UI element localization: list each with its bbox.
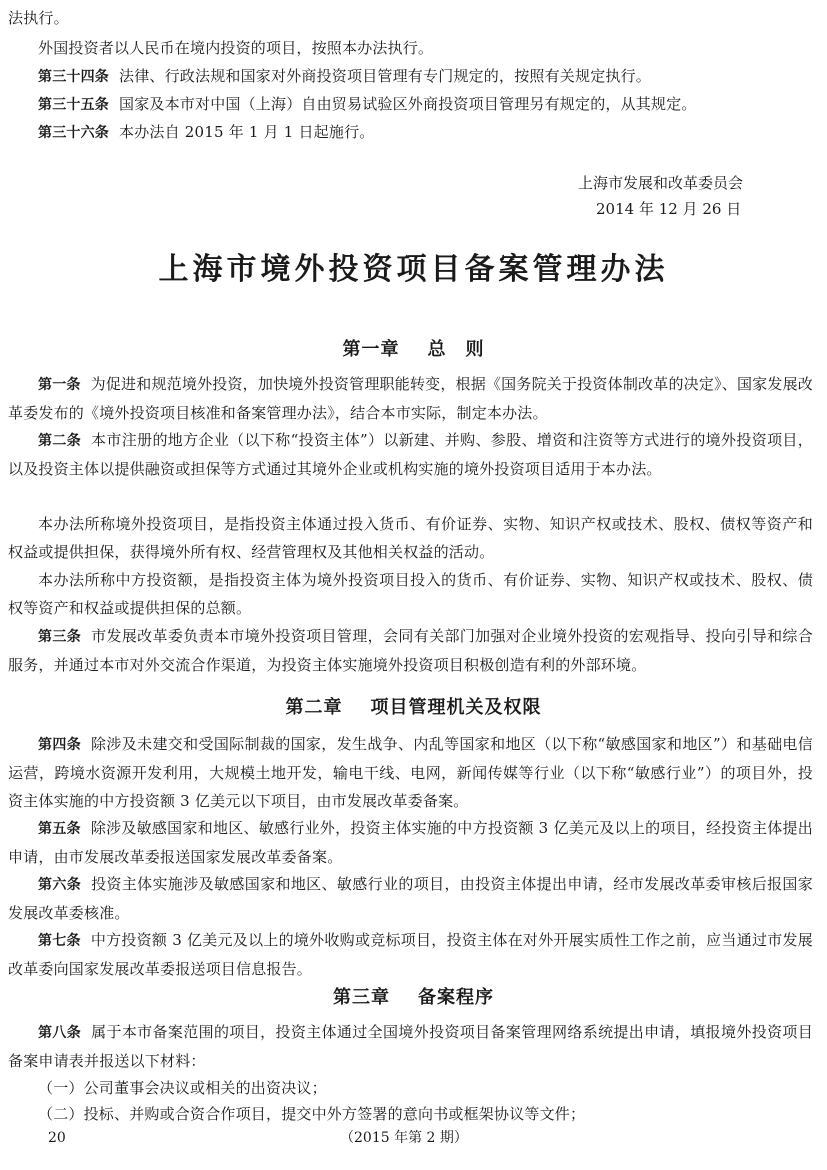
paragraph: 外国投资者以人民币在境内投资的项目，按照本办法执行。: [38, 39, 434, 57]
article-number: 第六条: [38, 877, 82, 893]
article-number: 第七条: [38, 933, 81, 949]
chapter-number: 第二章: [285, 697, 343, 718]
document-title: 上海市境外投资项目备案管理办法: [158, 252, 669, 287]
article-8: [8, 1018, 813, 1075]
list-item: （二）投标、并购或合资合作项目，提交中外方签署的意向书或框架协议等文件；: [38, 1105, 586, 1123]
article-number: 第五条: [38, 821, 81, 837]
article-number: 第一条: [38, 377, 81, 393]
chapter-title: 项目管理机关及权限: [370, 697, 542, 718]
article-text: 为促进和规范境外投资，加快境外投资管理职能转变，根据《国务院关于投资体制改革的决定》、国家发展改革委发布的《境外投资项目核准和备案管理办法》，结合本市实际，制定本办法。: [8, 375, 813, 422]
chapter-heading-2: [0, 694, 827, 722]
article-text: 中方投资额 3 亿美元及以上的境外收购或竞标项目，投资主体在对外开展实质性工作之前，应当通过市发展改革委向国家发展改革委报送项目信息报告。: [8, 931, 813, 978]
article-number: 第二条: [38, 433, 82, 449]
article-number: 第三条: [38, 629, 82, 645]
article-4: [8, 730, 813, 815]
chapter-title: 总 则: [427, 339, 485, 360]
article-text: 本办法自 2015 年 1 月 1 日起施行。: [119, 123, 375, 141]
article-number: 第三十六条: [38, 125, 109, 141]
article-number: 第三十四条: [38, 69, 109, 85]
article-35: [8, 90, 813, 119]
signature-org: 上海市发展和改革委员会: [578, 174, 744, 192]
article-36: [8, 118, 813, 147]
article-text: 国家及本市对中国（上海）自由贸易试验区外商投资项目管理另有规定的，从其规定。: [119, 95, 697, 113]
article-text: 除涉及敏感国家和地区、敏感行业外，投资主体实施的中方投资额 3 亿美元及以上的项目，经投资主体提出申请，由市发展改革委报送国家发展改革委备案。: [8, 819, 813, 866]
article-3: [8, 622, 813, 679]
paragraph: 本办法所称境外投资项目，是指投资主体通过投入货币、有价证券、实物、知识产权或技术、股权、债权等资产和权益或提供担保，获得境外所有权、经营管理权及其他相关权益的活动。: [8, 515, 813, 561]
article-6: [8, 870, 813, 927]
article-text: 投资主体实施涉及敏感国家和地区、敏感行业的项目，由投资主体提出申请，经市发展改革委审核后报国家发展改革委核准。: [8, 875, 813, 922]
chapter-heading-3: [0, 984, 827, 1012]
chapter-heading-1: [0, 336, 827, 364]
chapter-title: 备案程序: [418, 987, 494, 1008]
paragraph: 法执行。: [8, 9, 69, 27]
article-number: 第三十五条: [38, 97, 109, 113]
article-text: 市发展改革委负责本市境外投资项目管理，会同有关部门加强对企业境外投资的宏观指导、投向引导和综合服务，并通过本市对外交流合作渠道，为投资主体实施境外投资项目积极创造有利的外部环境。: [8, 627, 813, 674]
list-item: （一）公司董事会决议或相关的出资决议；: [38, 1079, 327, 1097]
article-text: 除涉及未建交和受国际制裁的国家，发生战争、内乱等国家和地区（以下称“敏感国家和地区”）和基础电信运营，跨境水资源开发利用，大规模土地开发，输电干线、电网，新闻传媒等行业（以下称“敏感行业”）的项目外，投资主体实施的中方投资额 3 亿美元以下项目，由市发展改革委备案。: [8, 735, 813, 810]
chapter-number: 第三章: [333, 987, 390, 1008]
paragraph: 本办法所称中方投资额，是指投资主体为境外投资项目投入的货币、有价证券、实物、知识产权或技术、股权、债权等资产和权益或提供担保的总额。: [8, 571, 813, 617]
article-1: [8, 370, 813, 427]
article-text: 本市注册的地方企业（以下称“投资主体”）以新建、并购、参股、增资和注资等方式进行的境外投资项目，以及投资主体以提供融资或担保等方式通过其境外企业或机构实施的境外投资项目适用于本办法。: [8, 431, 813, 478]
article-text: 法律、行政法规和国家对外商投资项目管理有专门规定的，按照有关规定执行。: [119, 67, 652, 85]
article-text: 属于本市备案范围的项目，投资主体通过全国境外投资项目备案管理网络系统提出申请，填报境外投资项目备案申请表并报送以下材料：: [8, 1023, 813, 1070]
article-2: [8, 426, 813, 483]
issue-label: （2015 年第 2 期）: [340, 1130, 468, 1146]
chapter-number: 第一章: [342, 339, 400, 360]
article-7: [8, 926, 813, 983]
page-number: 20: [48, 1130, 66, 1146]
article-number: 第八条: [38, 1025, 82, 1041]
signature-date: 2014 年 12 月 26 日: [596, 200, 742, 218]
article-5: [8, 814, 813, 871]
article-number: 第四条: [38, 737, 82, 753]
article-34: [8, 62, 813, 91]
